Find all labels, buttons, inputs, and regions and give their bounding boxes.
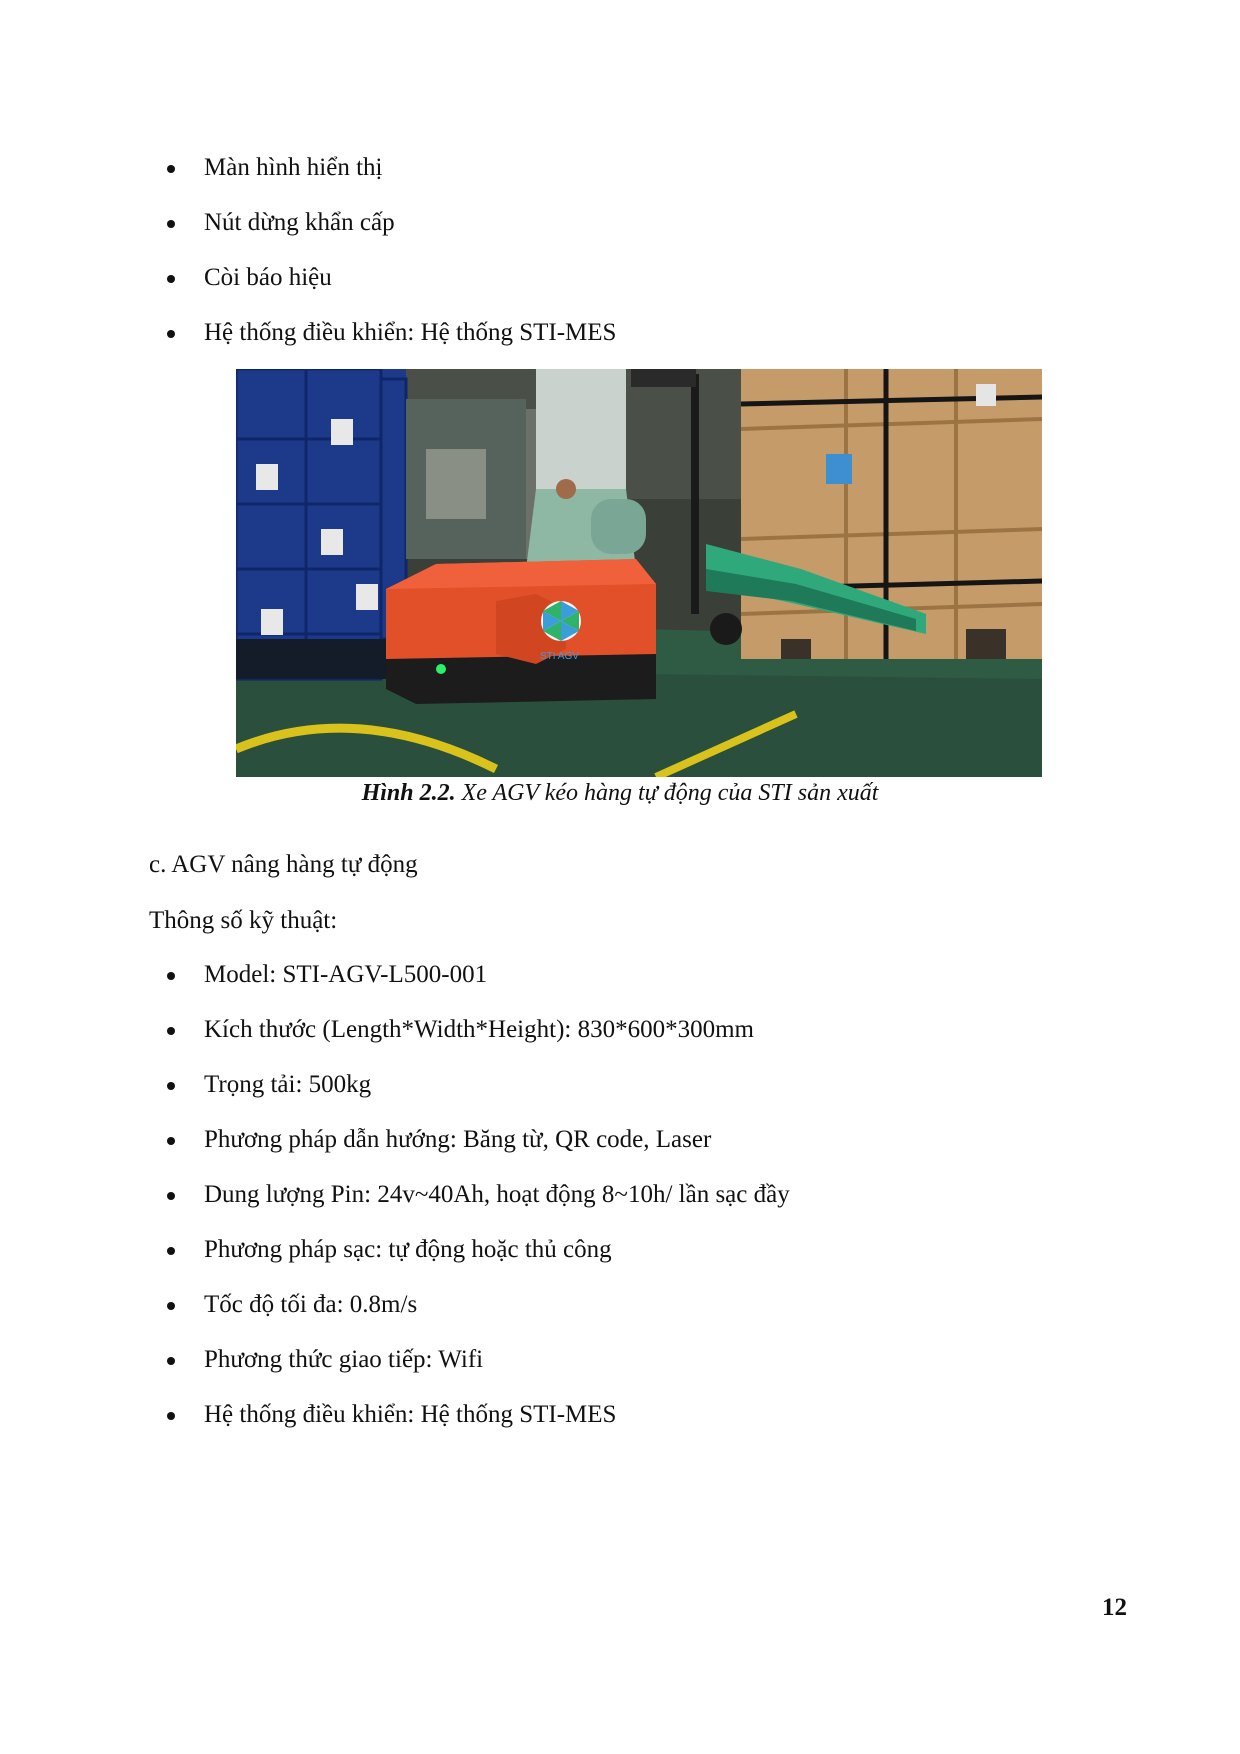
bullet-icon — [167, 220, 175, 228]
bullet-icon — [167, 972, 175, 980]
logo-text: STI AGV — [540, 651, 579, 662]
bullet-icon — [167, 1357, 175, 1365]
bullet-icon — [167, 1137, 175, 1145]
bullet-icon — [167, 1247, 175, 1255]
bullet-icon — [167, 1027, 175, 1035]
bullet-icon — [167, 1192, 175, 1200]
caption-number: Hình 2.2. — [361, 780, 456, 806]
bullet-icon — [167, 1412, 175, 1420]
bullet-icon — [167, 1302, 175, 1310]
bullet-icon — [167, 275, 175, 283]
bullet-icon — [167, 1082, 175, 1090]
spec-heading: Thông số kỹ thuật: — [149, 907, 338, 934]
caption-text: Xe AGV kéo hàng tự động của STI sản xuất — [455, 780, 879, 806]
page-number: 12 — [1102, 1594, 1127, 1621]
sti-logo-icon — [541, 601, 581, 641]
section-heading: c. AGV nâng hàng tự động — [149, 851, 418, 878]
bullet-icon — [167, 330, 175, 338]
figure-caption — [0, 780, 1240, 807]
bullet-icon — [167, 165, 175, 173]
agv-photo — [236, 369, 1042, 777]
